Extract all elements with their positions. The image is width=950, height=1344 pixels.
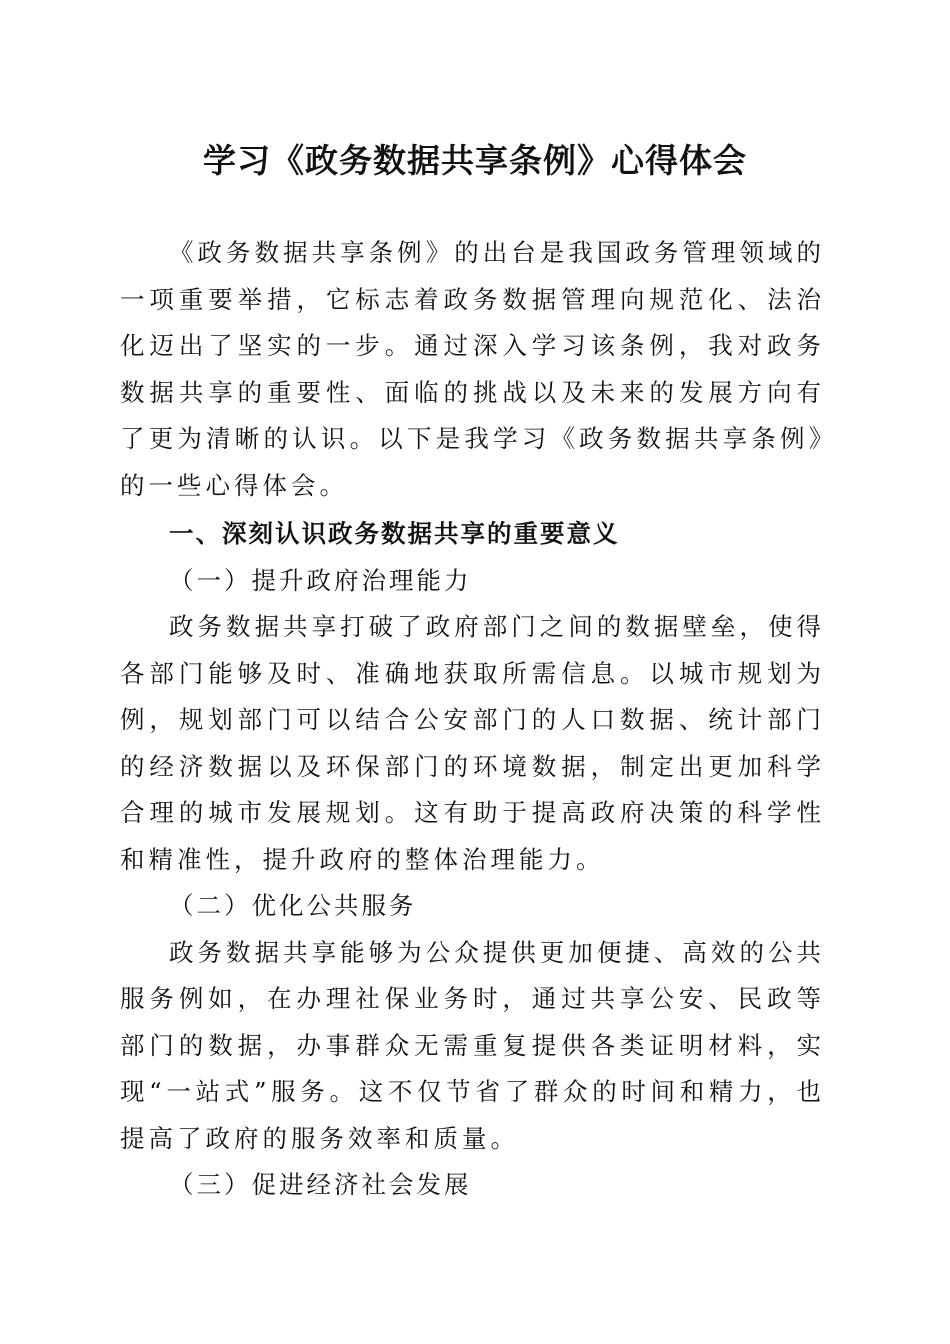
document-title: 学习《政务数据共享条例》心得体会	[203, 141, 747, 180]
body-paragraph-governance: 政务数据共享打破了政府部门之间的数据壁垒，使得各部门能够及时、准确地获取所需信息。以城市规划为例，规划部门可以结合公安部门的人口数据、统计部门的经济数据以及环保部门的环境数据，制定出更加科学合理的城市发展规划。这有助于提高政府决策的科学性和精准性，提升政府的整体治理能力。	[120, 612, 825, 874]
body-paragraph-public-service: 政务数据共享能够为公众提供更加便捷、高效的公共服务例如，在办理社保业务时，通过共享公安、民政等部门的数据，办事群众无需重复提供各类证明材料，实现“一站式”服务。这不仅节省了群众的时间和精力，也提高了政府的服务效率和质量。	[120, 937, 825, 1153]
subsection-heading-3: （三）促进经济社会发展	[169, 1170, 472, 1199]
section-heading-1: 一、深刻认识政务数据共享的重要意义	[169, 519, 620, 548]
subsection-heading-1: （一）提升政府治理能力	[169, 565, 472, 595]
subsection-heading-2: （二）优化公共服务	[169, 891, 417, 920]
intro-paragraph: 《政务数据共享条例》的出台是我国政务管理领域的一项重要举措，它标志着政务数据管理向规范化、法治化迈出了坚实的一步。通过深入学习该条例，我对政务数据共享的重要性、面临的挑战以及未来的发展方向有了更为清晰的认识。以下是我学习《政务数据共享条例》的一些心得体会。	[120, 238, 825, 500]
document-body	[120, 230, 825, 1209]
